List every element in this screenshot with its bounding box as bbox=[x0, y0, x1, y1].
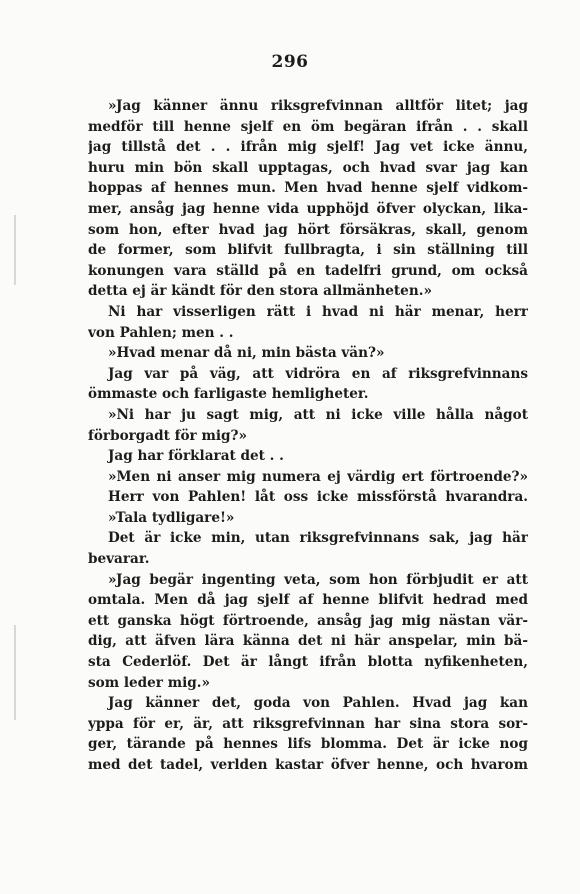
text-line: Herr von Pahlen! låt oss icke missförstå hvarandra. bbox=[108, 489, 528, 506]
text-line: ett ganska högt förtroende, ansåg jag mig nästan vär- bbox=[88, 612, 528, 629]
text-line: dig, att äfven lära känna det ni här anspelar, min bä- bbox=[88, 633, 528, 650]
text-line: Jag har förklarat det . . bbox=[108, 448, 284, 465]
text-line: »Jag begär ingenting veta, som hon förbjudit er att bbox=[108, 571, 528, 588]
text-line: Det är icke min, utan riksgrefvinnans sak, jag här bbox=[108, 530, 528, 547]
text-line: sta Cederlöf. Det är långt ifrån blotta nyfikenheten, bbox=[88, 654, 528, 671]
page-number: 296 bbox=[271, 52, 309, 72]
text-line: förborgadt för mig?» bbox=[88, 427, 247, 444]
text-line: »Ni har ju sagt mig, att ni icke ville hålla något bbox=[108, 406, 528, 423]
text-line: mer, ansåg jag henne vida upphöjd öfver olyckan, lika- bbox=[88, 200, 528, 217]
text-line: »Tala tydligare!» bbox=[108, 509, 235, 526]
text-line: huru min bön skall upptagas, och hvad svar jag kan bbox=[88, 159, 528, 176]
text-line: jag tillstå det . . ifrån mig sjelf! Jag vet icke ännu, bbox=[88, 139, 528, 156]
text-line: de former, som blifvit fullbragta, i sin ställning till bbox=[88, 242, 528, 259]
text-line: Ni har visserligen rätt i hvad ni här menar, herr bbox=[108, 303, 528, 320]
text-line: som leder mig.» bbox=[88, 674, 210, 691]
text-line: »Men ni anser mig numera ej värdig ert förtroende?» bbox=[108, 468, 528, 485]
text-line: Jag var på väg, att vidröra en af riksgrefvinnans bbox=[108, 365, 528, 382]
text-line: Jag känner det, goda von Pahlen. Hvad jag kan bbox=[108, 695, 528, 712]
text-line: bevarar. bbox=[88, 551, 150, 568]
text-line: hoppas af hennes mun. Men hvad henne sjelf vidkom- bbox=[88, 180, 528, 197]
text-line: omtala. Men då jag sjelf af henne blifvit hedrad med bbox=[88, 592, 528, 609]
text-line: »Jag känner ännu riksgrefvinnan alltför litet; jag bbox=[108, 98, 528, 114]
text-line: yppa för er, är, att riksgrefvinnan har sina stora sor- bbox=[88, 715, 528, 732]
text-line: detta ej är kändt för den stora allmänheten.» bbox=[88, 283, 432, 300]
text-line: med det tadel, verlden kastar öfver henne, och hvarom bbox=[88, 757, 528, 773]
body-text bbox=[88, 96, 528, 776]
text-line: von Pahlen; men . . bbox=[88, 324, 234, 341]
text-line: »Hvad menar då ni, min bästa vän?» bbox=[108, 345, 385, 362]
text-line: medför till henne sjelf en öm begäran ifrån . . skall bbox=[88, 118, 528, 135]
text-line: som hon, efter hvad jag hört försäkras, skall, genom bbox=[88, 221, 528, 238]
text-line: ger, tärande på hennes lifs blomma. Det är icke nog bbox=[88, 736, 528, 753]
text-line: konungen vara ställd på en tadelfri grund, om också bbox=[88, 262, 528, 279]
margin-mark-lower bbox=[14, 625, 16, 720]
text-line: ömmaste och farligaste hemligheter. bbox=[88, 386, 369, 403]
margin-mark-upper bbox=[14, 215, 16, 285]
